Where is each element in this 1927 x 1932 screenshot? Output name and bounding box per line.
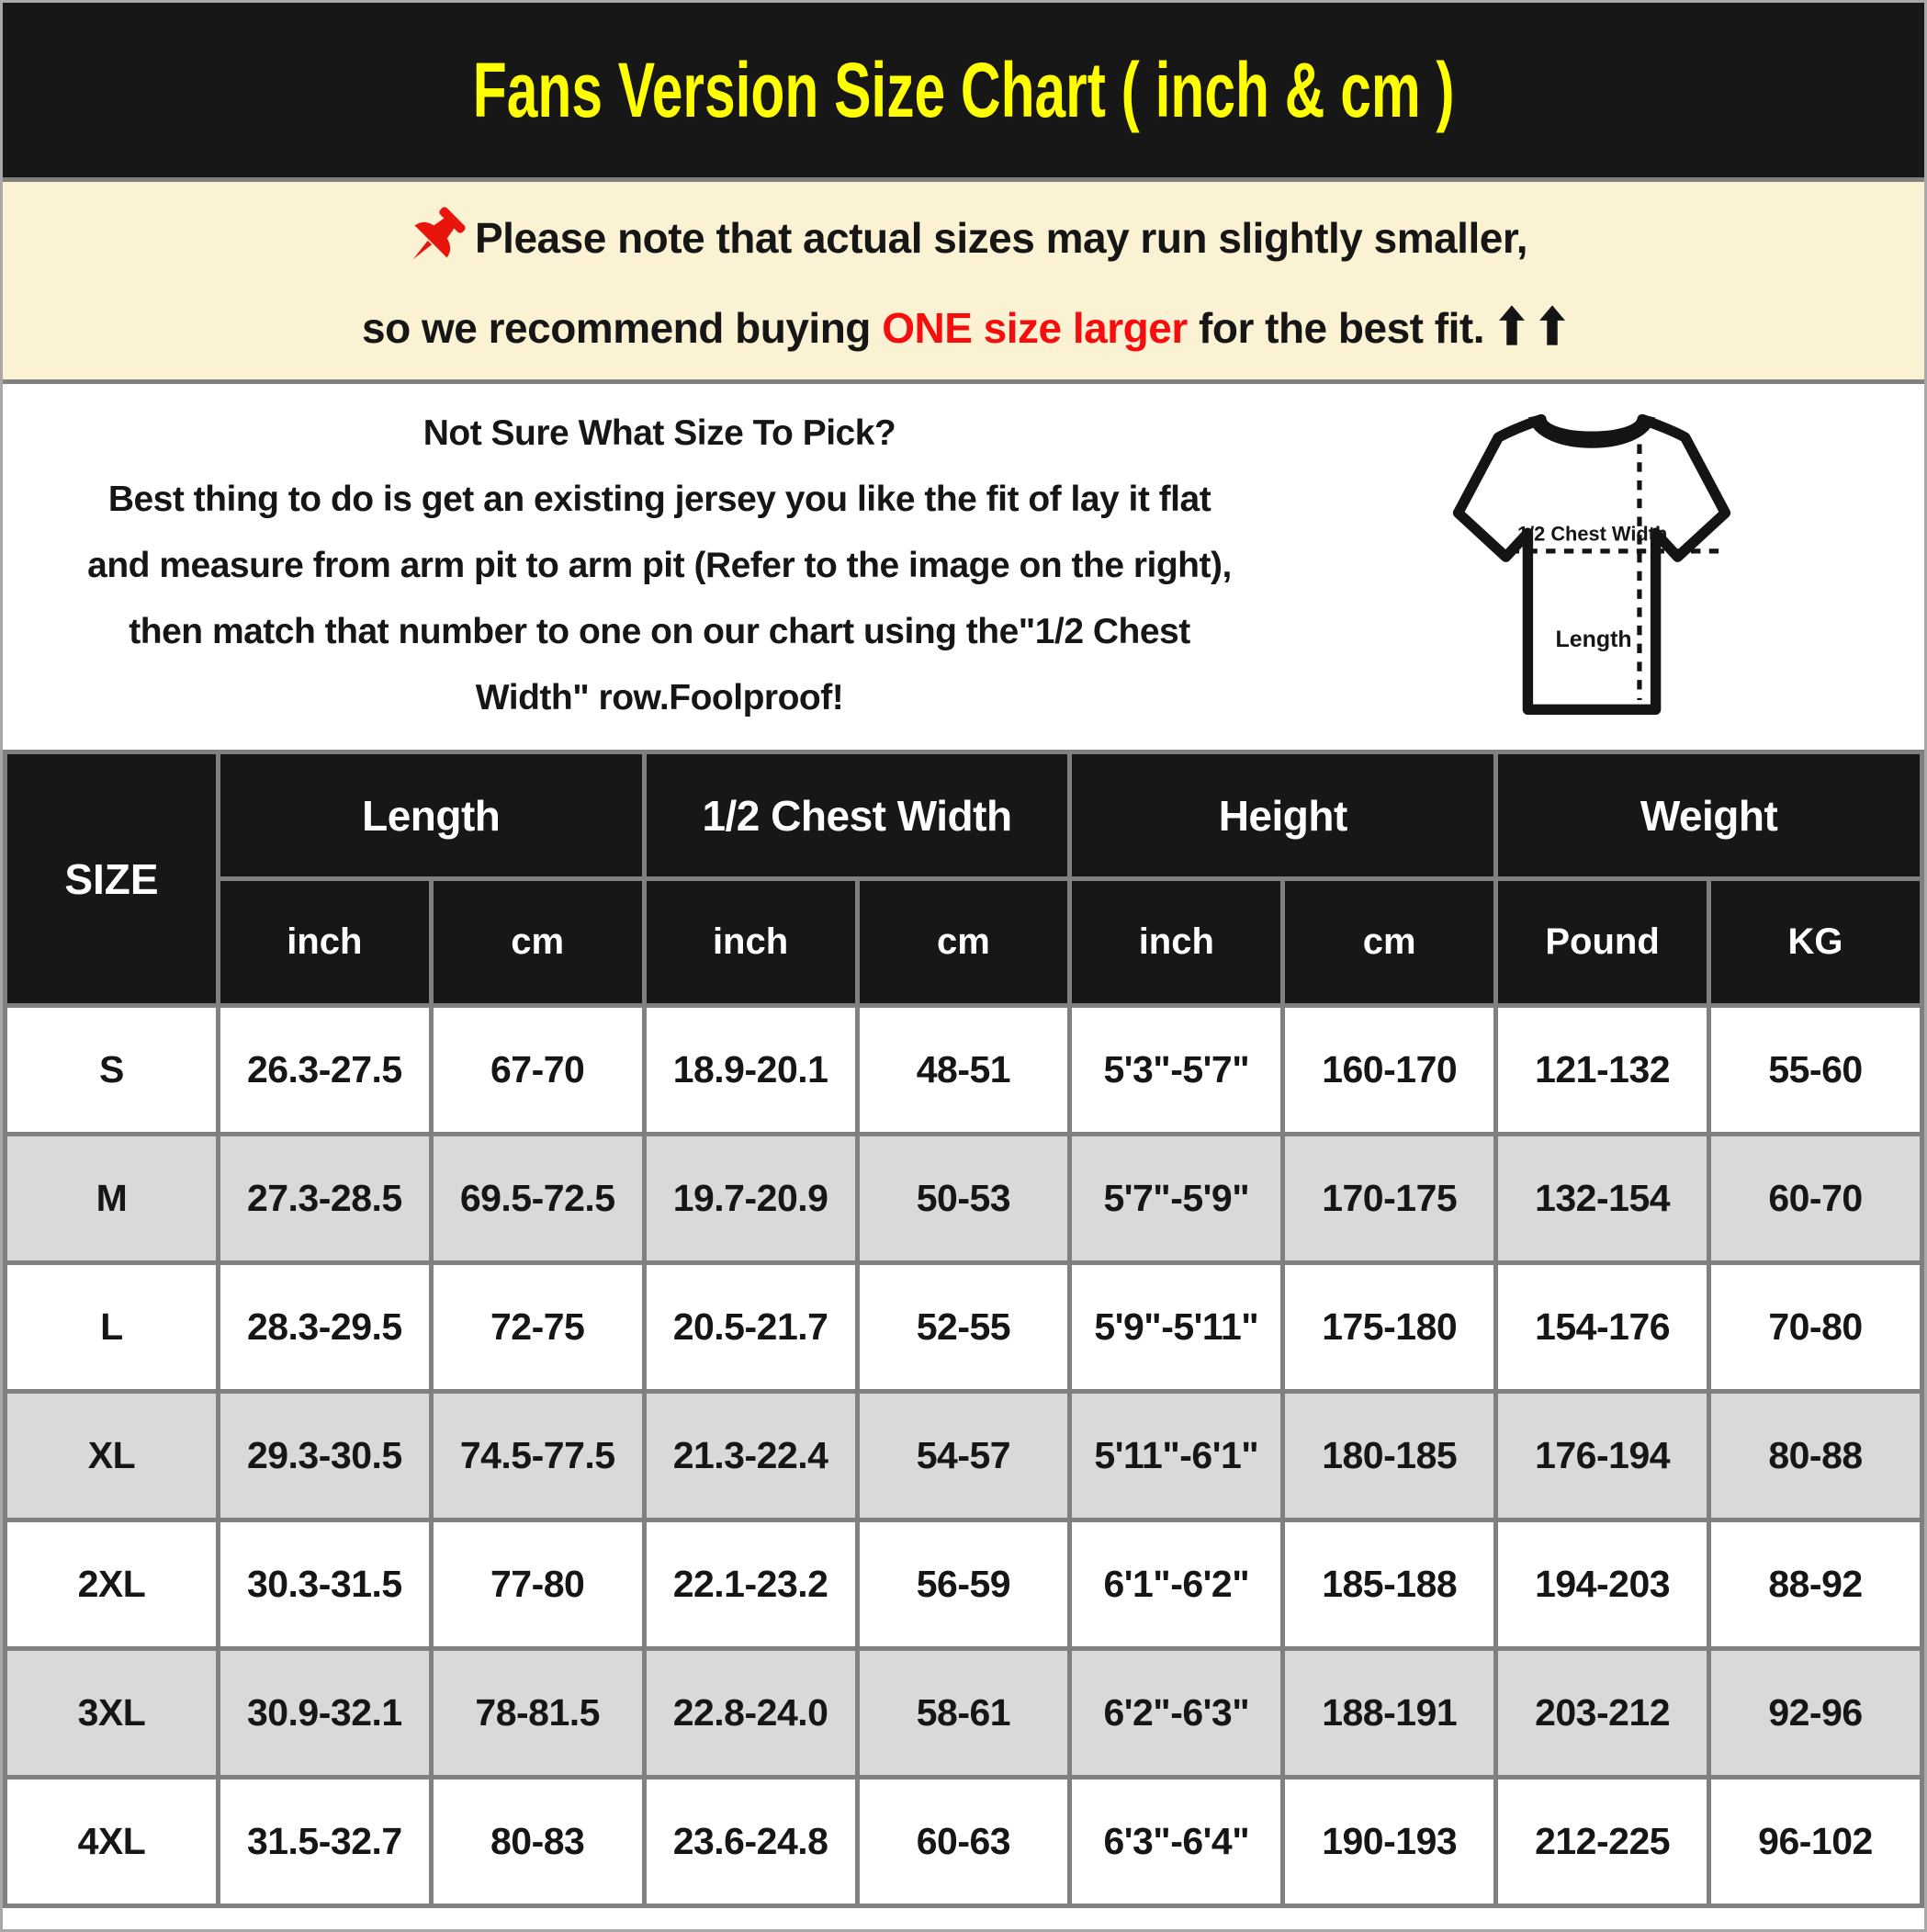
data-cell: 88-92 [1709, 1520, 1922, 1649]
table-row-3xl [6, 1649, 1922, 1778]
data-cell: 160-170 [1283, 1006, 1496, 1135]
data-cell: 60-70 [1709, 1135, 1922, 1263]
data-cell: 52-55 [857, 1263, 1070, 1392]
note-text-1: Please note that actual sizes may run slightly smaller, [475, 214, 1527, 262]
note-text-2-prefix: so we recommend buying [362, 304, 883, 352]
data-cell: 21.3-22.4 [644, 1392, 857, 1520]
data-cell: 5'3"-5'7" [1070, 1006, 1283, 1135]
table-row-m [6, 1135, 1922, 1263]
data-cell: 22.8-24.0 [644, 1649, 857, 1778]
guide-text [3, 401, 1316, 731]
size-cell: S [6, 1006, 219, 1135]
data-cell: 26.3-27.5 [218, 1006, 431, 1135]
data-cell: 72-75 [431, 1263, 644, 1392]
unit-header-height-cm: cm [1283, 879, 1496, 1006]
up-arrow-icon [1539, 303, 1565, 347]
data-cell: 60-63 [857, 1778, 1070, 1906]
size-cell: L [6, 1263, 219, 1392]
size-cell: M [6, 1135, 219, 1263]
data-cell: 188-191 [1283, 1649, 1496, 1778]
data-cell: 203-212 [1496, 1649, 1709, 1778]
note-text-2-suffix: for the best fit. [1187, 304, 1484, 352]
unit-header-chest-cm: cm [857, 879, 1070, 1006]
size-cell: 3XL [6, 1649, 219, 1778]
data-cell: 5'7"-5'9" [1070, 1135, 1283, 1263]
unit-header-weight-pound: Pound [1496, 879, 1709, 1006]
data-cell: 67-70 [431, 1006, 644, 1135]
guide-line-5: Width" row.Foolproof! [475, 678, 844, 717]
data-cell: 5'11"-6'1" [1070, 1392, 1283, 1520]
data-cell: 212-225 [1496, 1778, 1709, 1906]
up-arrow-icon [1499, 303, 1525, 347]
chest-width-label: 1/2 Chest Width [1516, 522, 1668, 546]
data-cell: 6'3"-6'4" [1070, 1778, 1283, 1906]
size-table [3, 750, 1924, 1908]
data-cell: 194-203 [1496, 1520, 1709, 1649]
data-cell: 170-175 [1283, 1135, 1496, 1263]
data-cell: 19.7-20.9 [644, 1135, 857, 1263]
tshirt-icon [1447, 406, 1737, 726]
data-cell: 80-83 [431, 1778, 644, 1906]
length-label: Length [1555, 626, 1632, 652]
data-cell: 6'2"-6'3" [1070, 1649, 1283, 1778]
pushpin-icon [400, 201, 471, 273]
unit-header-weight-kg: KG [1709, 879, 1922, 1006]
data-cell: 154-176 [1496, 1263, 1709, 1392]
col-group-height: Height [1070, 752, 1496, 879]
title-bar [3, 3, 1924, 182]
guide-line-2: Best thing to do is get an existing jersey you like the fit of lay it flat [107, 480, 1211, 519]
table-row-4xl [6, 1778, 1922, 1906]
shirt-diagram [1447, 406, 1737, 726]
data-cell: 30.9-32.1 [218, 1649, 431, 1778]
data-cell: 74.5-77.5 [431, 1392, 644, 1520]
unit-header-chest-inch: inch [644, 879, 857, 1006]
data-cell: 56-59 [857, 1520, 1070, 1649]
guide-line-3: and measure from arm pit to arm pit (Refer to the image on the right), [87, 546, 1232, 585]
data-cell: 50-53 [857, 1135, 1070, 1263]
header-row-units [6, 879, 1922, 1006]
data-cell: 31.5-32.7 [218, 1778, 431, 1906]
data-cell: 6'1"-6'2" [1070, 1520, 1283, 1649]
data-cell: 23.6-24.8 [644, 1778, 857, 1906]
data-cell: 69.5-72.5 [431, 1135, 644, 1263]
table-row-2xl [6, 1520, 1922, 1649]
guide-line-1: Not Sure What Size To Pick? [423, 413, 896, 453]
size-column-header: SIZE [6, 752, 219, 1006]
data-cell: 96-102 [1709, 1778, 1922, 1906]
data-cell: 175-180 [1283, 1263, 1496, 1392]
col-group-length: Length [218, 752, 644, 879]
data-cell: 70-80 [1709, 1263, 1922, 1392]
guide-line-4: then match that number to one on our chart using the"1/2 Chest [129, 612, 1190, 651]
data-cell: 18.9-20.1 [644, 1006, 857, 1135]
data-cell: 5'9"-5'11" [1070, 1263, 1283, 1392]
table-row-l [6, 1263, 1922, 1392]
col-group-chest-width: 1/2 Chest Width [644, 752, 1070, 879]
table-body [6, 1006, 1922, 1906]
data-cell: 28.3-29.5 [218, 1263, 431, 1392]
note-banner [3, 182, 1924, 384]
unit-header-length-cm: cm [431, 879, 644, 1006]
table-row-xl [6, 1392, 1922, 1520]
data-cell: 132-154 [1496, 1135, 1709, 1263]
data-cell: 180-185 [1283, 1392, 1496, 1520]
data-cell: 27.3-28.5 [218, 1135, 431, 1263]
note-line-2 [3, 283, 1924, 373]
table-row-s [6, 1006, 1922, 1135]
data-cell: 77-80 [431, 1520, 644, 1649]
data-cell: 55-60 [1709, 1006, 1922, 1135]
data-cell: 185-188 [1283, 1520, 1496, 1649]
data-cell: 80-88 [1709, 1392, 1922, 1520]
data-cell: 176-194 [1496, 1392, 1709, 1520]
data-cell: 20.5-21.7 [644, 1263, 857, 1392]
unit-header-height-inch: inch [1070, 879, 1283, 1006]
data-cell: 190-193 [1283, 1778, 1496, 1906]
data-cell: 48-51 [857, 1006, 1070, 1135]
data-cell: 30.3-31.5 [218, 1520, 431, 1649]
size-cell: XL [6, 1392, 219, 1520]
data-cell: 78-81.5 [431, 1649, 644, 1778]
data-cell: 92-96 [1709, 1649, 1922, 1778]
unit-header-length-inch: inch [218, 879, 431, 1006]
data-cell: 22.1-23.2 [644, 1520, 857, 1649]
page-title: Fans Version Size Chart ( inch & cm ) [472, 46, 1455, 133]
guide-section [3, 384, 1924, 750]
size-cell: 2XL [6, 1520, 219, 1649]
size-cell: 4XL [6, 1778, 219, 1906]
data-cell: 54-57 [857, 1392, 1070, 1520]
header-row-groups [6, 752, 1922, 879]
data-cell: 58-61 [857, 1649, 1070, 1778]
data-cell: 29.3-30.5 [218, 1392, 431, 1520]
col-group-weight: Weight [1496, 752, 1922, 879]
data-cell: 121-132 [1496, 1006, 1709, 1135]
note-highlight: ONE size larger [882, 304, 1188, 352]
note-line-1 [3, 193, 1924, 283]
table-header [6, 752, 1922, 1006]
